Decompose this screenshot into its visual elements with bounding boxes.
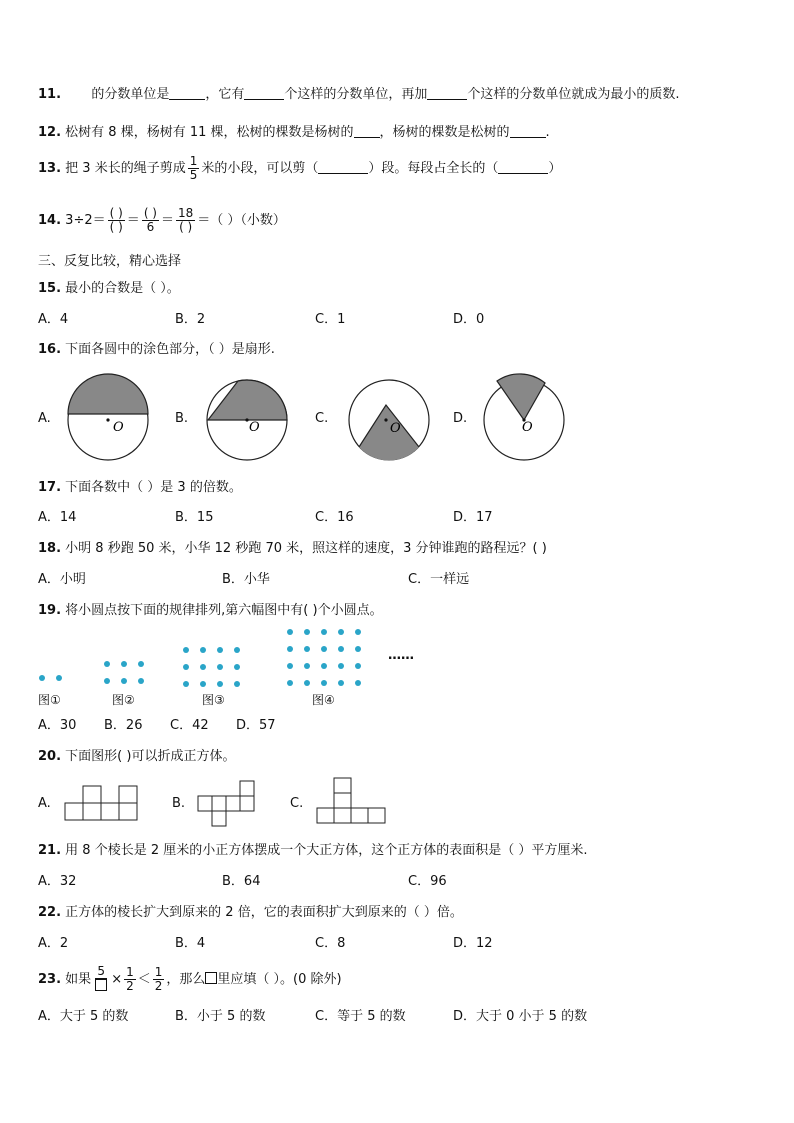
equals: ＝ xyxy=(161,213,175,228)
option-b[interactable]: B．26 xyxy=(104,718,143,733)
option-c[interactable]: C．8 xyxy=(315,936,346,951)
option-a[interactable]: A．大于 5 的数 xyxy=(38,1009,129,1024)
option-d[interactable]: D．12 xyxy=(453,936,493,951)
numerator[interactable]: ( ) xyxy=(143,206,157,220)
option-a[interactable]: A．14 xyxy=(38,510,77,525)
question-number: 19. xyxy=(38,603,62,618)
question-text: 下面图形( )可以折成正方体。 xyxy=(65,749,236,764)
blank-square xyxy=(205,972,217,984)
option-c[interactable]: C．等于 5 的数 xyxy=(315,1009,406,1024)
option-b[interactable]: B．小于 5 的数 xyxy=(175,1009,266,1024)
question-text: ，那么 xyxy=(166,972,206,987)
option-d[interactable]: D．57 xyxy=(236,718,276,733)
figure-label-2: 图② xyxy=(112,693,135,707)
option-b[interactable]: B．4 xyxy=(175,936,206,951)
center-label: O xyxy=(522,420,533,435)
fraction-3 xyxy=(153,966,165,993)
question-text: ，杨树的棵数是松树的 xyxy=(379,125,510,140)
ellipsis: …… xyxy=(388,648,414,663)
denominator: 2 xyxy=(154,979,163,993)
question-number: 13. xyxy=(38,161,62,176)
cube-net-c xyxy=(317,778,385,823)
option-b[interactable]: B. xyxy=(172,796,186,811)
center-label: O xyxy=(113,420,124,435)
option-b[interactable]: B. xyxy=(175,411,189,426)
question-text: 松树有 8 棵，杨树有 11 棵，松树的棵数是杨树的 xyxy=(65,125,354,140)
option-c[interactable]: C. xyxy=(315,411,329,426)
question-text: 下面各数中（ ）是 3 的倍数。 xyxy=(65,480,242,495)
question-text: 把 3 米长的绳子剪成 xyxy=(65,161,186,176)
question-number: 23. xyxy=(38,972,62,987)
denominator: 2 xyxy=(126,979,134,993)
question-text: 米的小段，可以剪（ xyxy=(201,161,319,176)
option-a[interactable]: A．2 xyxy=(38,936,69,951)
cube-net-a xyxy=(65,786,137,820)
question-number: 21. xyxy=(38,843,62,858)
question-text: . xyxy=(545,125,550,140)
option-a[interactable]: A. xyxy=(38,411,51,426)
denominator-box[interactable] xyxy=(93,979,109,994)
option-c[interactable]: C．1 xyxy=(315,312,346,327)
denominator[interactable]: ( ) xyxy=(109,220,123,234)
cube-net-b xyxy=(198,781,254,826)
option-a[interactable]: A．32 xyxy=(38,874,77,889)
question-number: 20. xyxy=(38,749,62,764)
question-number: 22. xyxy=(38,905,62,920)
option-c[interactable]: C．16 xyxy=(315,510,354,525)
question-text: 用 8 个棱长是 2 厘米的小正方体摆成一个大正方体，这个正方体的表面积是（ ）平方厘米. xyxy=(65,843,588,858)
denominator: 6 xyxy=(146,220,155,234)
option-c[interactable]: C. xyxy=(290,796,304,811)
option-c[interactable]: C．一样远 xyxy=(408,572,470,587)
option-a[interactable]: A. xyxy=(38,796,51,811)
option-b[interactable]: B．2 xyxy=(175,312,206,327)
question-text: 的分数单位是 xyxy=(91,87,170,102)
option-a[interactable]: A．30 xyxy=(38,718,77,733)
center-label: O xyxy=(390,421,401,436)
option-d[interactable]: D．17 xyxy=(453,510,493,525)
denominator: 5 xyxy=(189,168,198,182)
figure-label-4: 图④ xyxy=(312,693,335,707)
question-number: 11. xyxy=(38,87,62,102)
question-21 xyxy=(38,843,588,859)
fraction-2 xyxy=(124,966,136,993)
question-text: 将小圆点按下面的规律排列,第六幅图中有( )个小圆点。 xyxy=(65,603,383,618)
option-a[interactable]: A．小明 xyxy=(38,572,86,587)
less-than-sign: ＜ xyxy=(137,972,151,987)
option-a[interactable]: A．4 xyxy=(38,312,69,327)
blank-square[interactable] xyxy=(95,979,107,991)
numerator: 1 xyxy=(189,154,198,168)
option-d[interactable]: D. xyxy=(453,411,468,426)
question-number: 17. xyxy=(38,480,62,495)
question-number: 12. xyxy=(38,125,62,140)
numerator: 5 xyxy=(97,964,105,978)
numerator: 1 xyxy=(154,965,163,979)
numerator: 18 xyxy=(178,206,194,220)
question-number: 18. xyxy=(38,541,62,556)
option-d[interactable]: D．0 xyxy=(453,312,485,327)
question-text: 正方体的棱长扩大到原来的 2 倍，它的表面积扩大到原来的（ ）倍。 xyxy=(65,905,463,920)
question-text: 如果 xyxy=(65,972,92,987)
question-22 xyxy=(38,905,463,921)
question-number: 15. xyxy=(38,281,62,296)
figure-label-1: 图① xyxy=(38,693,61,707)
question-text: ＝（ ）（小数） xyxy=(197,213,286,228)
question-text: 个这样的分数单位就成为最小的质数. xyxy=(467,87,680,102)
question-number: 14. xyxy=(38,213,62,228)
question-text: ）段。每段占全长的（ xyxy=(368,161,499,176)
center-label: O xyxy=(249,420,260,435)
numerator[interactable]: ( ) xyxy=(109,206,123,220)
option-b[interactable]: B．64 xyxy=(222,874,261,889)
option-c[interactable]: C．42 xyxy=(170,718,209,733)
question-text: 最小的合数是（ ）。 xyxy=(65,281,180,296)
denominator[interactable]: ( ) xyxy=(179,220,193,234)
figure-label-3: 图③ xyxy=(202,693,225,707)
option-c[interactable]: C．96 xyxy=(408,874,447,889)
equals: ＝ xyxy=(126,213,140,228)
fraction-1 xyxy=(93,965,109,994)
times-sign: × xyxy=(111,972,123,987)
numerator: 1 xyxy=(126,965,134,979)
expression: 3÷2＝ xyxy=(65,213,106,228)
question-text: ） xyxy=(548,161,562,176)
option-d[interactable]: D．大于 0 小于 5 的数 xyxy=(453,1009,588,1024)
option-b[interactable]: B．小华 xyxy=(222,572,270,587)
section-heading: 三、反复比较，精心选择 xyxy=(38,254,182,269)
question-text: ，它有 xyxy=(205,87,245,102)
option-b[interactable]: B．15 xyxy=(175,510,214,525)
question-text: 里应填（ ）。(0 除外) xyxy=(217,972,342,987)
question-23 xyxy=(38,962,342,998)
question-text: 小明 8 秒跑 50 米，小华 12 秒跑 70 米，照这样的速度，3 分钟谁跑的路程远？( ) xyxy=(65,541,547,556)
question-text: 个这样的分数单位，再加 xyxy=(284,87,428,102)
question-text: 下面各圆中的涂色部分，（ ）是扇形. xyxy=(65,342,275,357)
question-number: 16. xyxy=(38,342,62,357)
